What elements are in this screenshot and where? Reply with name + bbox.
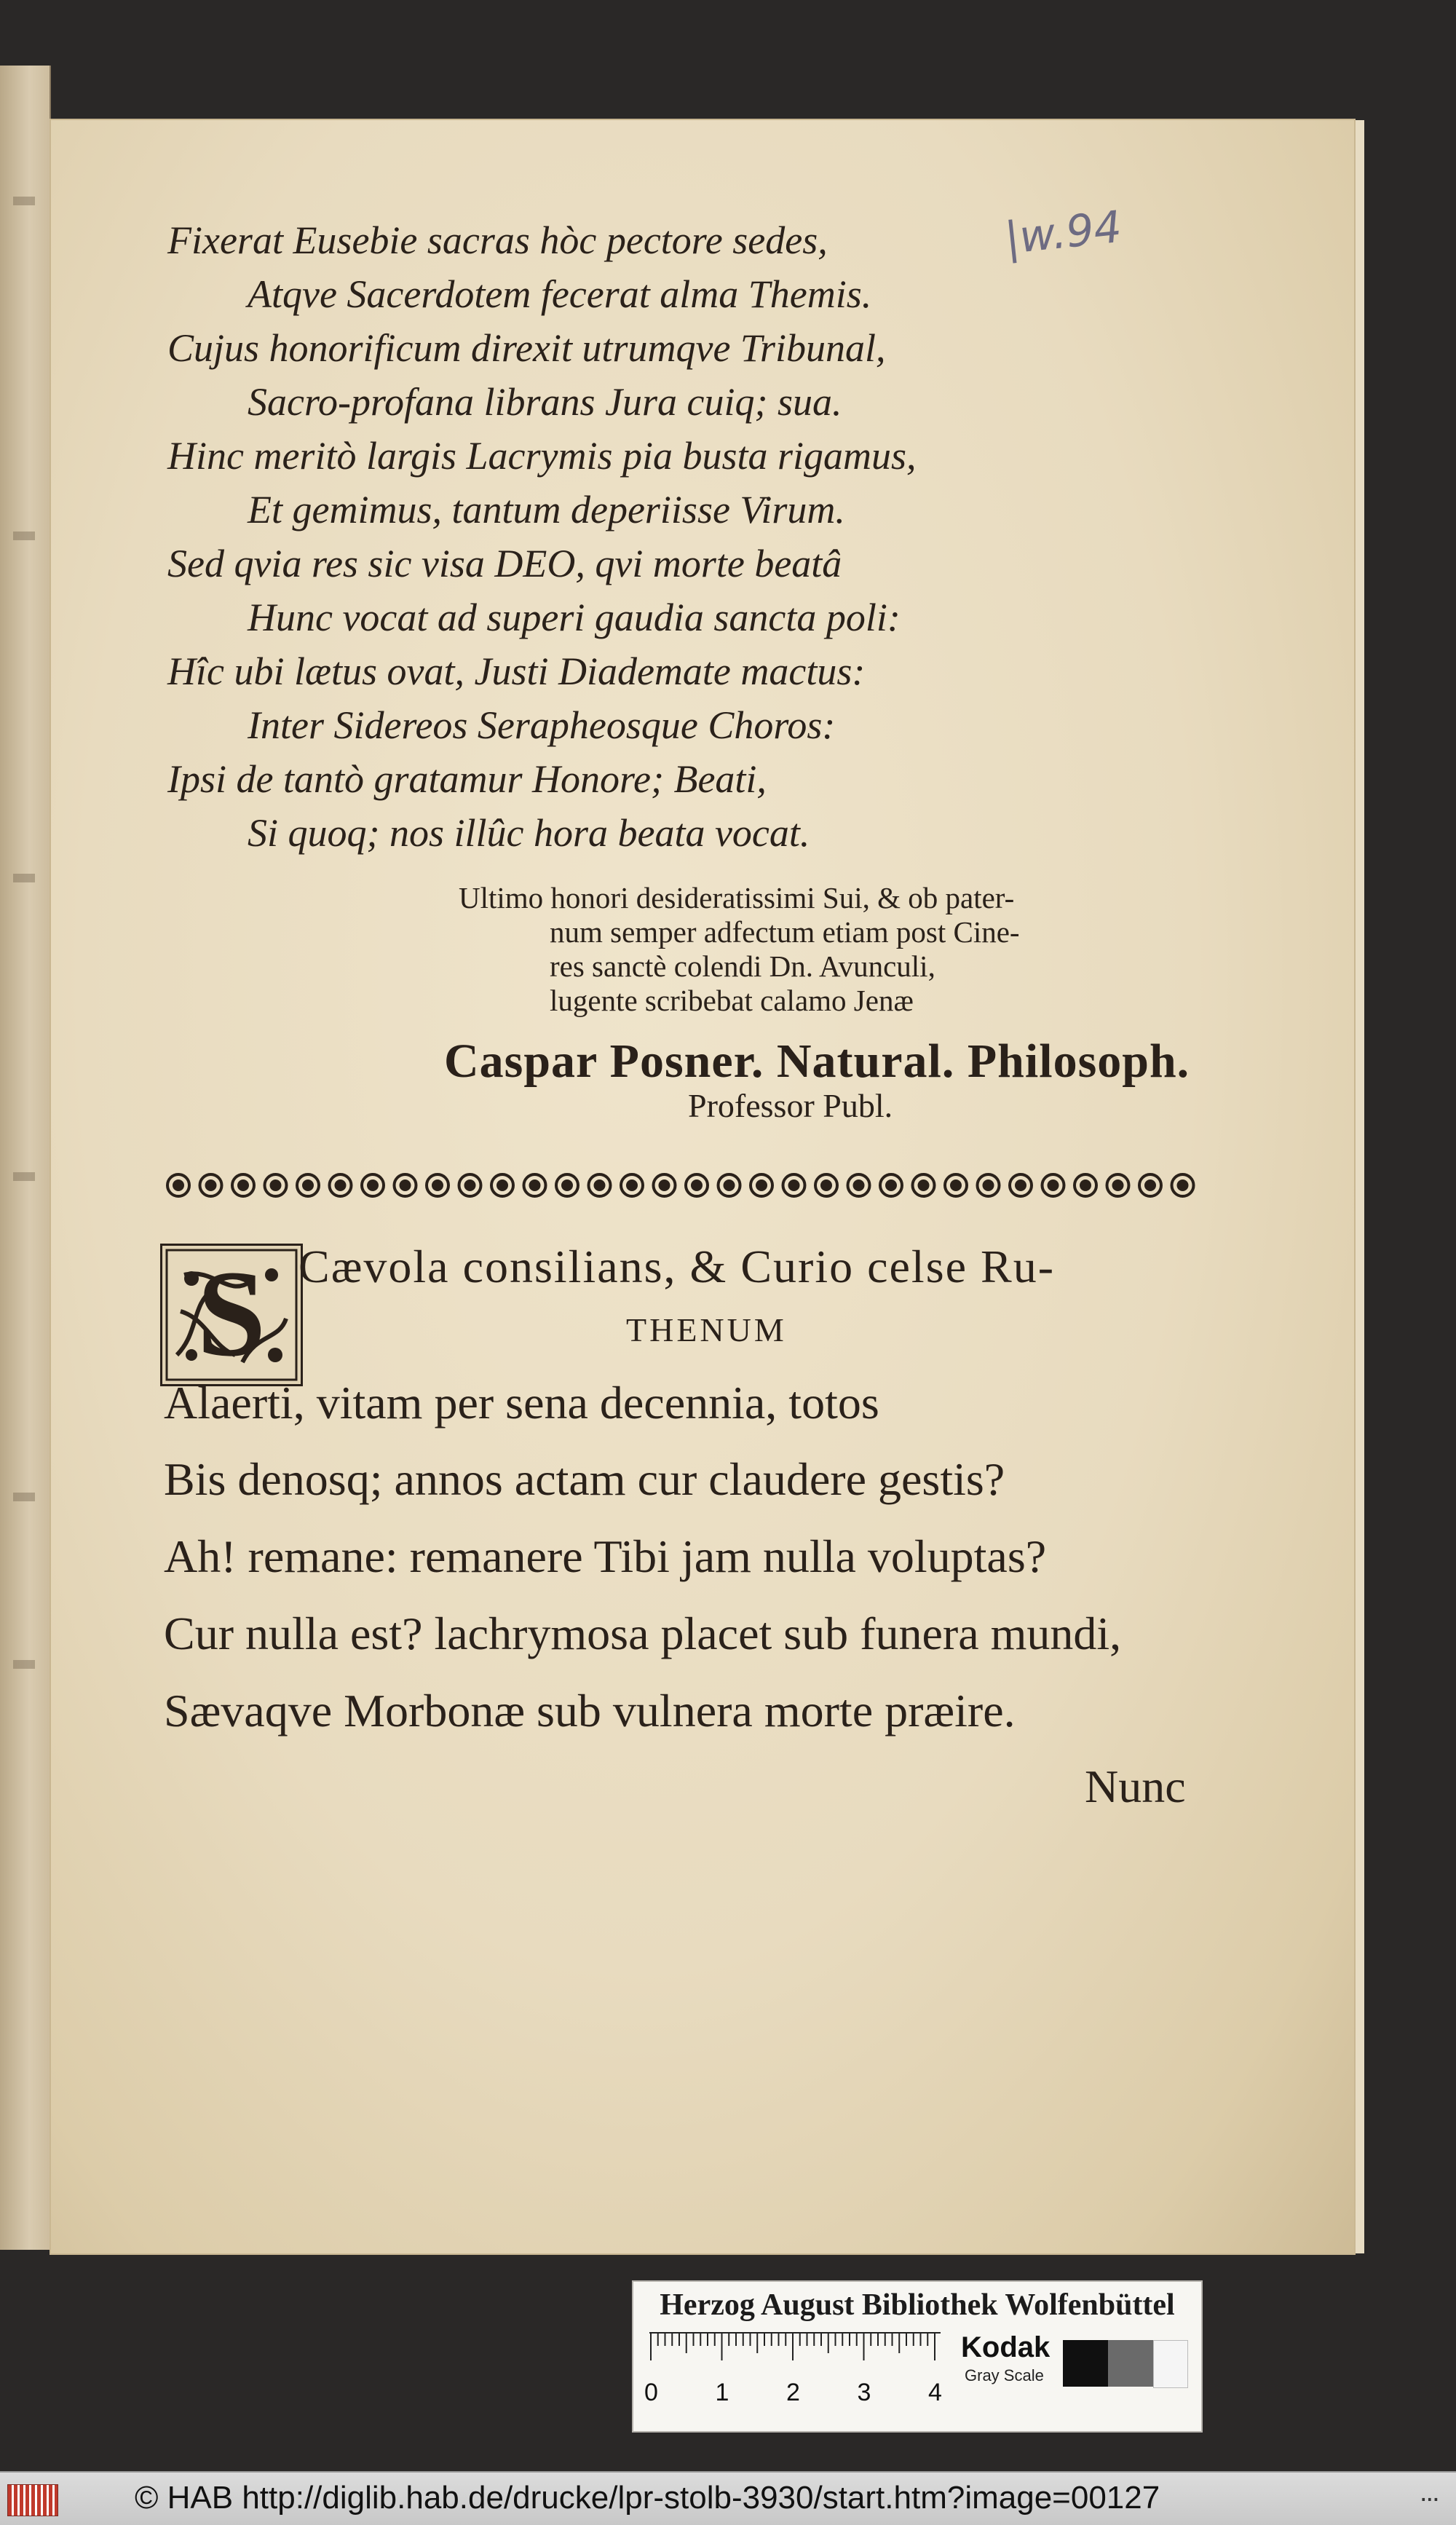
book-page [51, 120, 1354, 2253]
author-name: Caspar Posner. Natural. Philosoph. [444, 1035, 1190, 1088]
poem-line: Hunc vocat ad superi gaudia sancta poli: [248, 596, 901, 639]
ruler-label: 4 [928, 2379, 942, 2406]
ruler-label: 2 [786, 2379, 800, 2406]
signature [444, 1034, 1190, 1125]
barcode-icon [7, 2484, 58, 2516]
previous-page-edge [0, 66, 51, 2250]
prose-line: Cur nulla est? lachrymosa placet sub funera mundi, [164, 1608, 1122, 1659]
poem-line: Ipsi de tantò gratamur Honore; Beati, [167, 757, 767, 801]
ruler-scale [644, 2331, 955, 2419]
poem-line: Atqve Sacerdotem fecerat alma Themis. [248, 272, 872, 316]
gray-patch-black [1063, 2340, 1108, 2387]
prose-line: THENUM [626, 1311, 787, 1348]
library-caption: Herzog August Bibliothek Wolfenbüttel [660, 2288, 1175, 2322]
poem-line: Sacro-profana librans Jura cuiq; sua. [248, 380, 842, 424]
poem-line: Sed qvia res sic visa DEO, qvi morte beatâ [167, 542, 842, 585]
dedication-line: res sanctè colendi Dn. Avunculi, [550, 949, 935, 983]
poem-line: Si quoq; nos illûc hora beata vocat. [248, 811, 810, 855]
prose-line: Cævola consilians, & Curio celse Ru- [298, 1241, 1055, 1292]
catchword: Nunc [1085, 1761, 1186, 1812]
poem-line: Et gemimus, tantum deperiisse Virum. [248, 488, 845, 532]
poem-line: Inter Sidereos Serapheosque Choros: [248, 703, 836, 747]
poem-line: Cujus honorificum direxit utrumqve Tribunal, [167, 326, 886, 370]
initial-letter: S [197, 1245, 266, 1382]
dedication-line: num semper adfectum etiam post Cine- [550, 915, 1020, 949]
kodak-logo: Kodak [961, 2331, 1051, 2363]
ruler-label: 3 [857, 2379, 871, 2406]
status-url[interactable]: © HAB http://diglib.hab.de/drucke/lpr-stolb-3930/start.htm?image=00127 [135, 2480, 1160, 2516]
author-title: Professor Publ. [688, 1087, 893, 1124]
prose-line: Bis denosq; annos actam cur claudere gestis? [164, 1453, 1005, 1505]
gray-patch-white [1153, 2340, 1188, 2388]
prose-line: Sævaqve Morbonæ sub vulnera morte præire. [164, 1685, 1016, 1736]
ornament-rule [164, 1169, 1205, 1202]
decorated-initial [160, 1244, 303, 1386]
prose-line: Alaerti, vitam per sena decennia, totos [164, 1377, 879, 1429]
prose-line: Ah! remane: remanere Tibi jam nulla voluptas? [164, 1530, 1047, 1582]
poem [167, 213, 917, 860]
dedication [459, 881, 1020, 1018]
poem-line: Fixerat Eusebie sacras hòc pectore sedes, [167, 218, 828, 262]
more-options-button[interactable]: ... [1420, 2477, 1439, 2508]
dedication-line: lugente scribebat calamo Jenæ [550, 984, 914, 1017]
library-calibration-card [632, 2280, 1203, 2433]
gray-patch-mid [1108, 2340, 1153, 2387]
handwritten-annotation: |w.94 [1002, 201, 1125, 265]
ruler-label: 0 [644, 2379, 658, 2406]
dedication-line: Ultimo honori desideratissimi Sui, & ob pater- [459, 881, 1015, 914]
poem-line: Hîc ubi lætus ovat, Justi Diademate mactus: [167, 649, 866, 693]
ruler-label: 1 [715, 2379, 729, 2406]
kodak-subtitle: Gray Scale [965, 2366, 1044, 2384]
poem-line: Hinc meritò largis Lacrymis pia busta rigamus, [167, 434, 917, 478]
status-bar [0, 2471, 1456, 2525]
